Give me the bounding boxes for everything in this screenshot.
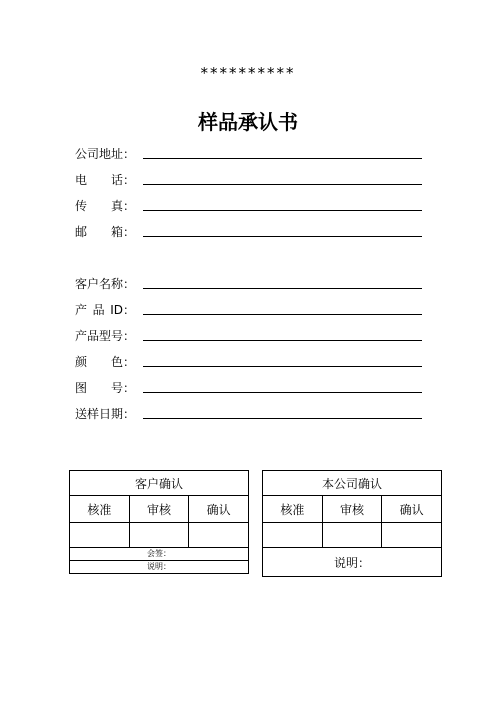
customer-name-row bbox=[75, 271, 422, 291]
company-confirm-title: 本公司确认 bbox=[263, 471, 442, 496]
drawing-number-label: 图 号： bbox=[75, 381, 135, 395]
company-confirm-sign-cell[interactable] bbox=[382, 523, 442, 548]
fax-label: 传 真： bbox=[75, 199, 135, 213]
sample-date-row bbox=[75, 401, 422, 421]
phone-row bbox=[75, 167, 422, 187]
email-row bbox=[75, 219, 422, 239]
fax-field[interactable] bbox=[143, 209, 422, 211]
company-address-label: 公司地址： bbox=[75, 147, 136, 161]
fax-row bbox=[75, 193, 422, 213]
company-note-label: 说明： bbox=[333, 555, 370, 570]
customer-note-cell[interactable] bbox=[70, 561, 249, 574]
product-model-field[interactable] bbox=[143, 339, 422, 341]
company-review-sign-cell[interactable] bbox=[322, 523, 382, 548]
color-label: 颜 色： bbox=[75, 355, 135, 369]
customer-name-label: 客户名称： bbox=[75, 277, 136, 291]
phone-label: 电 话： bbox=[75, 173, 135, 187]
sample-date-label: 送样日期： bbox=[75, 407, 136, 421]
document-title: 样品承认书 bbox=[198, 110, 298, 134]
company-col-approve: 核准 bbox=[263, 496, 323, 523]
product-id-field[interactable] bbox=[143, 313, 422, 315]
product-id-label: 产 品 ID： bbox=[75, 303, 135, 317]
customer-col-confirm: 确认 bbox=[189, 496, 249, 523]
company-col-confirm: 确认 bbox=[382, 496, 442, 523]
countersign-label: 会签： bbox=[147, 549, 171, 558]
customer-confirm-title: 客户确认 bbox=[70, 471, 249, 496]
customer-countersign-cell[interactable] bbox=[70, 548, 249, 561]
company-address-row bbox=[75, 141, 422, 161]
company-confirm-table bbox=[262, 470, 442, 577]
customer-note-label: 说明： bbox=[147, 562, 171, 571]
phone-field[interactable] bbox=[143, 183, 422, 185]
customer-col-approve: 核准 bbox=[70, 496, 130, 523]
product-id-row bbox=[75, 297, 422, 317]
drawing-number-row bbox=[75, 375, 422, 395]
drawing-number-field[interactable] bbox=[143, 391, 422, 393]
sample-date-field[interactable] bbox=[143, 417, 422, 419]
color-field[interactable] bbox=[143, 365, 422, 367]
customer-confirm-sign-cell[interactable] bbox=[189, 523, 249, 548]
customer-approve-sign-cell[interactable] bbox=[70, 523, 130, 548]
color-row bbox=[75, 349, 422, 369]
company-address-field[interactable] bbox=[143, 157, 422, 159]
company-note-cell[interactable] bbox=[263, 548, 442, 577]
customer-review-sign-cell[interactable] bbox=[129, 523, 189, 548]
customer-name-field[interactable] bbox=[143, 287, 422, 289]
product-model-label: 产品型号： bbox=[75, 329, 136, 343]
header-stars: ********** bbox=[200, 64, 296, 82]
company-approve-sign-cell[interactable] bbox=[263, 523, 323, 548]
product-model-row bbox=[75, 323, 422, 343]
company-col-review: 审核 bbox=[322, 496, 382, 523]
customer-confirm-table bbox=[69, 470, 249, 574]
customer-col-review: 审核 bbox=[129, 496, 189, 523]
email-label: 邮 箱： bbox=[75, 225, 135, 239]
email-field[interactable] bbox=[143, 235, 422, 237]
